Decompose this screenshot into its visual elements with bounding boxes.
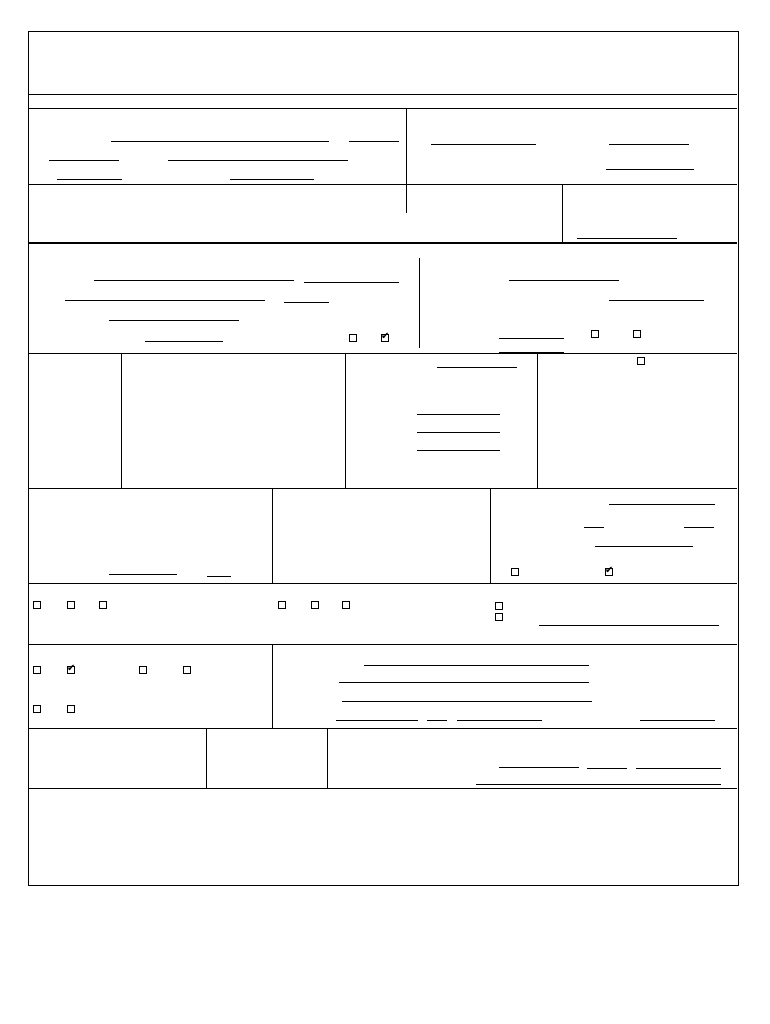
elt-installed-no-checkbox[interactable] — [67, 666, 75, 674]
longitude-field[interactable] — [230, 167, 314, 180]
nearest-city-field[interactable] — [111, 129, 329, 142]
local-time-field[interactable] — [609, 132, 689, 145]
elt-activated-no-checkbox[interactable] — [183, 666, 191, 674]
altitude-field[interactable] — [577, 226, 677, 239]
ifr-unknown-checkbox[interactable] — [99, 601, 107, 609]
aircraft-manufacturer-field[interactable] — [94, 268, 294, 281]
aircraft-model-field[interactable] — [65, 288, 265, 301]
accident-report-form — [28, 31, 739, 886]
ifr-no-checkbox[interactable] — [67, 601, 75, 609]
amateur-built-yes-checkbox[interactable] — [349, 334, 357, 342]
accident-weight-field[interactable] — [609, 288, 704, 301]
time-zone-field[interactable] — [606, 157, 694, 170]
stall-yes-checkbox[interactable] — [278, 601, 286, 609]
ifr-yes-checkbox[interactable] — [33, 601, 41, 609]
stall-unknown-checkbox[interactable] — [342, 601, 350, 609]
elt-activated-yes-checkbox[interactable] — [139, 666, 147, 674]
registration-field[interactable] — [145, 329, 223, 342]
max-gross-weight-field[interactable] — [509, 268, 619, 281]
elt-aided-no-checkbox[interactable] — [67, 705, 75, 713]
stall-no-checkbox[interactable] — [311, 601, 319, 609]
cg-nose-checkbox[interactable] — [591, 330, 599, 338]
airframe-total-time-field[interactable] — [595, 534, 693, 547]
propeller-model-field[interactable] — [476, 772, 721, 785]
propeller-manufacturer-field[interactable] — [499, 755, 579, 768]
number-of-seats-field[interactable] — [437, 356, 517, 368]
cg-datum-checkbox[interactable] — [633, 330, 641, 338]
elt-installed-yes-checkbox[interactable] — [33, 666, 41, 674]
zip-field[interactable] — [49, 148, 119, 161]
basic-info-header — [29, 94, 737, 95]
date-field[interactable] — [431, 132, 536, 145]
fire-none-checkbox[interactable] — [495, 602, 503, 610]
latitude-field[interactable] — [57, 167, 122, 180]
retractable-checkbox[interactable] — [637, 357, 645, 365]
hours-time-of-accident-checkbox[interactable] — [605, 568, 613, 576]
hours-last-inspection-checkbox[interactable] — [511, 568, 519, 576]
maintenance-other-field[interactable] — [109, 564, 177, 575]
fire-specify-checkbox[interactable] — [495, 613, 503, 621]
aircraft-info-header — [29, 242, 737, 244]
aircraft-serial-field[interactable] — [109, 308, 239, 321]
elt-aided-yes-checkbox[interactable] — [33, 705, 41, 713]
state-field[interactable] — [349, 129, 399, 142]
country-field[interactable] — [168, 148, 348, 161]
date-last-inspection-field[interactable] — [609, 492, 715, 505]
amateur-built-no-checkbox[interactable] — [381, 334, 389, 342]
